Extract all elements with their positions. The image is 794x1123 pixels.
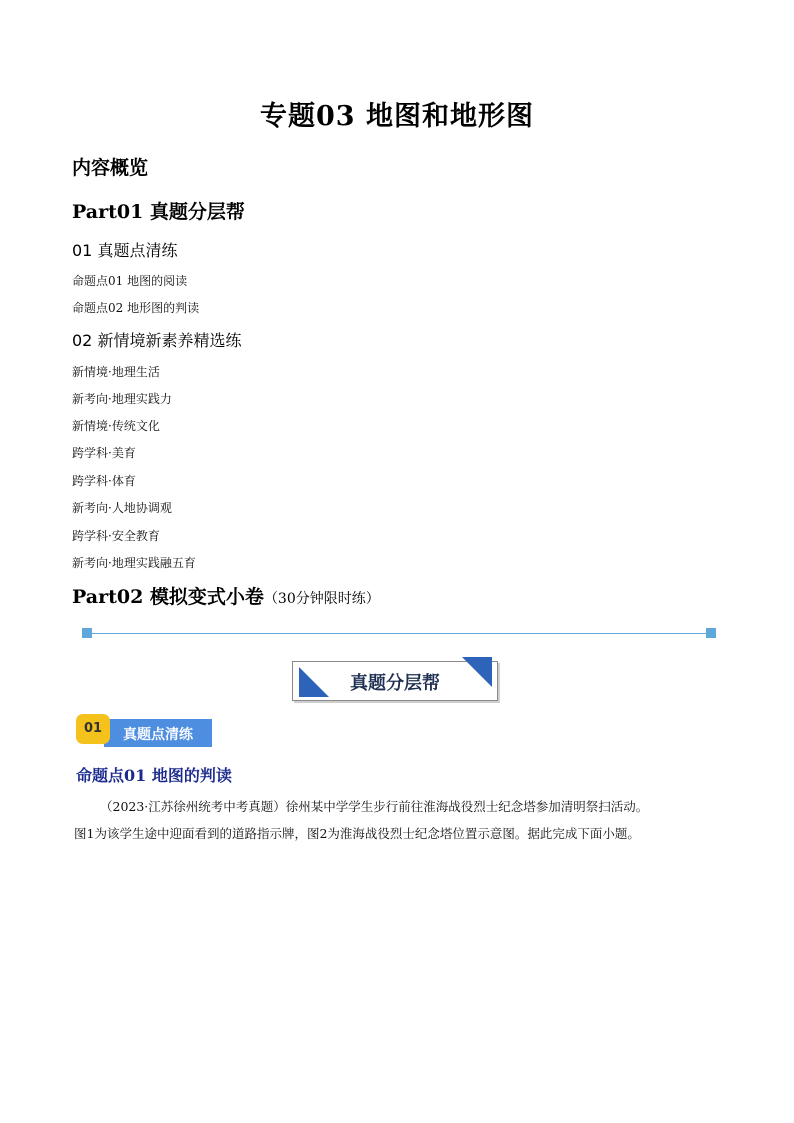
part02-note: （30分钟限时练） xyxy=(263,591,380,607)
part01-heading: Part01 真题分层帮 xyxy=(72,201,245,223)
toc-item: 跨学科·安全教育 xyxy=(72,529,160,543)
sub02-heading: 02 新情境新素养精选练 xyxy=(72,331,242,350)
section-tag-number: 01 xyxy=(83,721,103,736)
section-title: 命题点01 地图的判读 xyxy=(76,766,232,785)
document-title: 专题03 地图和地形图 xyxy=(260,101,534,132)
toc-item: 新情境·地理生活 xyxy=(72,365,160,379)
part02-heading xyxy=(72,582,380,609)
question-paragraph-line: 图1为该学生途中迎面看到的道路指示牌，图2为淮海战役烈士纪念塔位置示意图。据此完成下面小题。 xyxy=(74,826,640,841)
toc-item: 新情境·传统文化 xyxy=(72,419,160,433)
toc-item: 命题点01 地图的阅读 xyxy=(72,274,188,288)
overview-heading: 内容概览 xyxy=(72,157,149,179)
toc-item: 跨学科·美育 xyxy=(72,446,136,460)
divider-line xyxy=(87,633,711,634)
sub01-heading: 01 真题点清练 xyxy=(72,241,178,260)
part02-title: Part02 模拟变式小卷 xyxy=(72,586,264,608)
toc-item: 新考向·人地协调观 xyxy=(72,501,172,515)
toc-item: 新考向·地理实践融五育 xyxy=(72,556,196,570)
toc-item: 跨学科·体育 xyxy=(72,474,136,488)
banner-title: 真题分层帮 xyxy=(350,673,440,694)
divider-right-square xyxy=(706,628,716,638)
toc-item: 命题点02 地形图的判读 xyxy=(72,301,200,315)
toc-item: 新考向·地理实践力 xyxy=(72,392,172,406)
divider-left-square xyxy=(82,628,92,638)
section-tag-label: 真题点清练 xyxy=(123,727,193,743)
question-paragraph-line: （2023·江苏徐州统考中考真题）徐州某中学学生步行前往淮海战役烈士纪念塔参加清明祭扫活动。 xyxy=(100,799,649,814)
